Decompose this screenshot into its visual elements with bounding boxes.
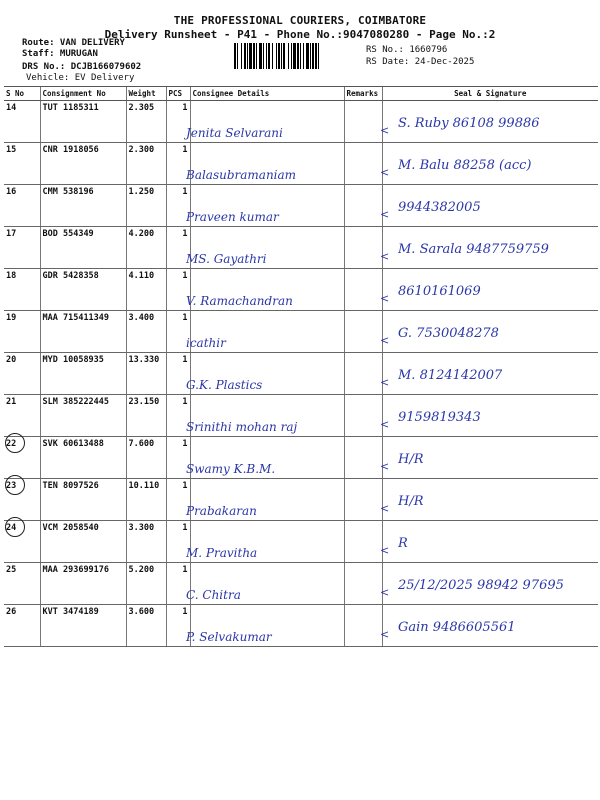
cell-pcs: 1	[166, 143, 190, 185]
handwritten-signature: R	[398, 536, 408, 551]
cell-remarks	[344, 143, 382, 185]
handwritten-consignee: G.K. Plastics	[186, 378, 263, 392]
cell-remarks	[344, 227, 382, 269]
cell-sno: 19	[4, 311, 40, 353]
tick-mark-icon: <	[380, 544, 390, 557]
cell-weight: 3.300	[126, 521, 166, 563]
cell-pcs: 1	[166, 185, 190, 227]
table-row	[4, 353, 598, 395]
cell-sno: 18	[4, 269, 40, 311]
handwritten-signature: G. 7530048278	[398, 326, 499, 341]
cell-consignment: CMM 538196	[40, 185, 126, 227]
tick-mark-icon: <	[380, 502, 390, 515]
cell-weight: 5.200	[126, 563, 166, 605]
cell-consignment: MAA 293699176	[40, 563, 126, 605]
handwritten-consignee: M. Pravitha	[186, 546, 258, 560]
tick-mark-icon: <	[380, 628, 390, 641]
handwritten-consignee: Srinithi mohan raj	[186, 420, 298, 434]
cell-remarks	[344, 269, 382, 311]
handwritten-signature: M. Sarala 9487759759	[398, 242, 549, 257]
hand-circle-icon	[5, 475, 25, 495]
table-row	[4, 521, 598, 563]
cell-consignment: TUT 1185311	[40, 101, 126, 143]
col-consignment-header: Consignment No	[40, 87, 126, 101]
cell-remarks	[344, 395, 382, 437]
cell-remarks	[344, 605, 382, 647]
rs-number: RS No.: 1660796	[366, 45, 448, 55]
vehicle-label: Vehicle: EV Delivery	[26, 73, 135, 83]
tick-mark-icon: <	[380, 334, 390, 347]
table-row	[4, 269, 598, 311]
company-title: THE PROFESSIONAL COURIERS, COIMBATORE	[173, 14, 427, 27]
cell-consignment: SLM 385222445	[40, 395, 126, 437]
handwritten-consignee: MS. Gayathri	[186, 252, 267, 266]
barcode	[234, 43, 362, 69]
staff-label: Staff: MURUGAN	[22, 49, 98, 59]
cell-sno: 15	[4, 143, 40, 185]
col-remarks-header: Remarks	[344, 87, 382, 101]
cell-remarks	[344, 101, 382, 143]
cell-sno: 26	[4, 605, 40, 647]
tick-mark-icon: <	[380, 292, 390, 305]
table-row	[4, 437, 598, 479]
cell-consignment: BOD 554349	[40, 227, 126, 269]
cell-remarks	[344, 563, 382, 605]
cell-consignment: GDR 5428358	[40, 269, 126, 311]
cell-weight: 2.305	[126, 101, 166, 143]
cell-remarks	[344, 479, 382, 521]
handwritten-signature: 9944382005	[398, 200, 481, 215]
runsheet-line: Delivery Runsheet - P41 - Phone No.:9047080280 - Page No.:2	[104, 28, 496, 41]
handwritten-consignee: Balasubramaniam	[186, 168, 297, 182]
cell-weight: 10.110	[126, 479, 166, 521]
cell-pcs: 1	[166, 101, 190, 143]
table-row	[4, 479, 598, 521]
handwritten-consignee: V. Ramachandran	[186, 294, 293, 308]
cell-consignment: CNR 1918056	[40, 143, 126, 185]
col-weight-header: Weight	[126, 87, 166, 101]
cell-remarks	[344, 353, 382, 395]
cell-pcs: 1	[166, 437, 190, 479]
cell-weight: 2.300	[126, 143, 166, 185]
cell-consignment: TEN 8097526	[40, 479, 126, 521]
cell-weight: 4.200	[126, 227, 166, 269]
cell-sno: 22	[4, 437, 40, 479]
handwritten-signature: 8610161069	[398, 284, 481, 299]
tick-mark-icon: <	[380, 460, 390, 473]
table-row	[4, 311, 598, 353]
tick-mark-icon: <	[380, 376, 390, 389]
cell-pcs: 1	[166, 227, 190, 269]
cell-sno: 14	[4, 101, 40, 143]
handwritten-signature: 9159819343	[398, 410, 481, 425]
hand-circle-icon	[5, 517, 25, 537]
cell-sno: 25	[4, 563, 40, 605]
tick-mark-icon: <	[380, 586, 390, 599]
cell-remarks	[344, 185, 382, 227]
barcode-bar	[319, 43, 322, 69]
handwritten-signature: H/R	[398, 494, 424, 509]
route-label: Route: VAN DELIVERY	[22, 38, 125, 48]
handwritten-consignee: icathir	[186, 336, 226, 350]
cell-pcs: 1	[166, 311, 190, 353]
cell-pcs: 1	[166, 521, 190, 563]
cell-sno: 20	[4, 353, 40, 395]
cell-pcs: 1	[166, 563, 190, 605]
table-header-row	[4, 87, 598, 101]
handwritten-signature: H/R	[398, 452, 424, 467]
cell-pcs: 1	[166, 395, 190, 437]
handwritten-signature: M. Balu 88258 (acc)	[398, 158, 532, 173]
handwritten-signature: S. Ruby 86108 99886	[398, 116, 540, 131]
tick-mark-icon: <	[380, 124, 390, 137]
drs-number: DRS No.: DCJB166079602	[22, 62, 142, 72]
handwritten-consignee: Prabakaran	[186, 504, 257, 518]
cell-consignment: MAA 715411349	[40, 311, 126, 353]
tick-mark-icon: <	[380, 166, 390, 179]
cell-weight: 23.150	[126, 395, 166, 437]
tick-mark-icon: <	[380, 208, 390, 221]
cell-consignment: MYD 10058935	[40, 353, 126, 395]
cell-sno: 21	[4, 395, 40, 437]
col-consignee-header: Consignee Details	[190, 87, 344, 101]
cell-remarks	[344, 311, 382, 353]
handwritten-signature: Gain 9486605561	[398, 620, 516, 635]
cell-sno: 16	[4, 185, 40, 227]
table-row	[4, 185, 598, 227]
col-seal-header: Seal & Signature	[382, 87, 598, 101]
cell-weight: 3.400	[126, 311, 166, 353]
cell-pcs: 1	[166, 269, 190, 311]
handwritten-signature: 25/12/2025 98942 97695	[398, 578, 564, 593]
cell-weight: 13.330	[126, 353, 166, 395]
handwritten-consignee: Swamy K.B.M.	[186, 462, 276, 476]
cell-weight: 3.600	[126, 605, 166, 647]
table-row	[4, 395, 598, 437]
handwritten-consignee: Praveen kumar	[186, 210, 279, 224]
cell-pcs: 1	[166, 353, 190, 395]
rs-date: RS Date: 24-Dec-2025	[366, 57, 475, 67]
tick-mark-icon: <	[380, 250, 390, 263]
cell-pcs: 1	[166, 605, 190, 647]
cell-pcs: 1	[166, 479, 190, 521]
handwritten-signature: M. 8124142007	[398, 368, 503, 383]
cell-consignment: VCM 2058540	[40, 521, 126, 563]
cell-consignment: KVT 3474189	[40, 605, 126, 647]
cell-remarks	[344, 437, 382, 479]
cell-weight: 4.110	[126, 269, 166, 311]
cell-seal	[382, 521, 598, 563]
cell-remarks	[344, 521, 382, 563]
handwritten-consignee: C. Chitra	[186, 588, 241, 602]
cell-sno: 17	[4, 227, 40, 269]
cell-consignment: SVK 60613488	[40, 437, 126, 479]
handwritten-consignee: P. Selvakumar	[186, 630, 272, 644]
cell-weight: 1.250	[126, 185, 166, 227]
col-pcs-header: PCS	[166, 87, 190, 101]
cell-weight: 7.600	[126, 437, 166, 479]
tick-mark-icon: <	[380, 418, 390, 431]
col-sno-header: S No	[4, 87, 40, 101]
cell-sno: 24	[4, 521, 40, 563]
hand-circle-icon	[5, 433, 25, 453]
handwritten-consignee: Jenita Selvarani	[186, 126, 283, 140]
cell-sno: 23	[4, 479, 40, 521]
